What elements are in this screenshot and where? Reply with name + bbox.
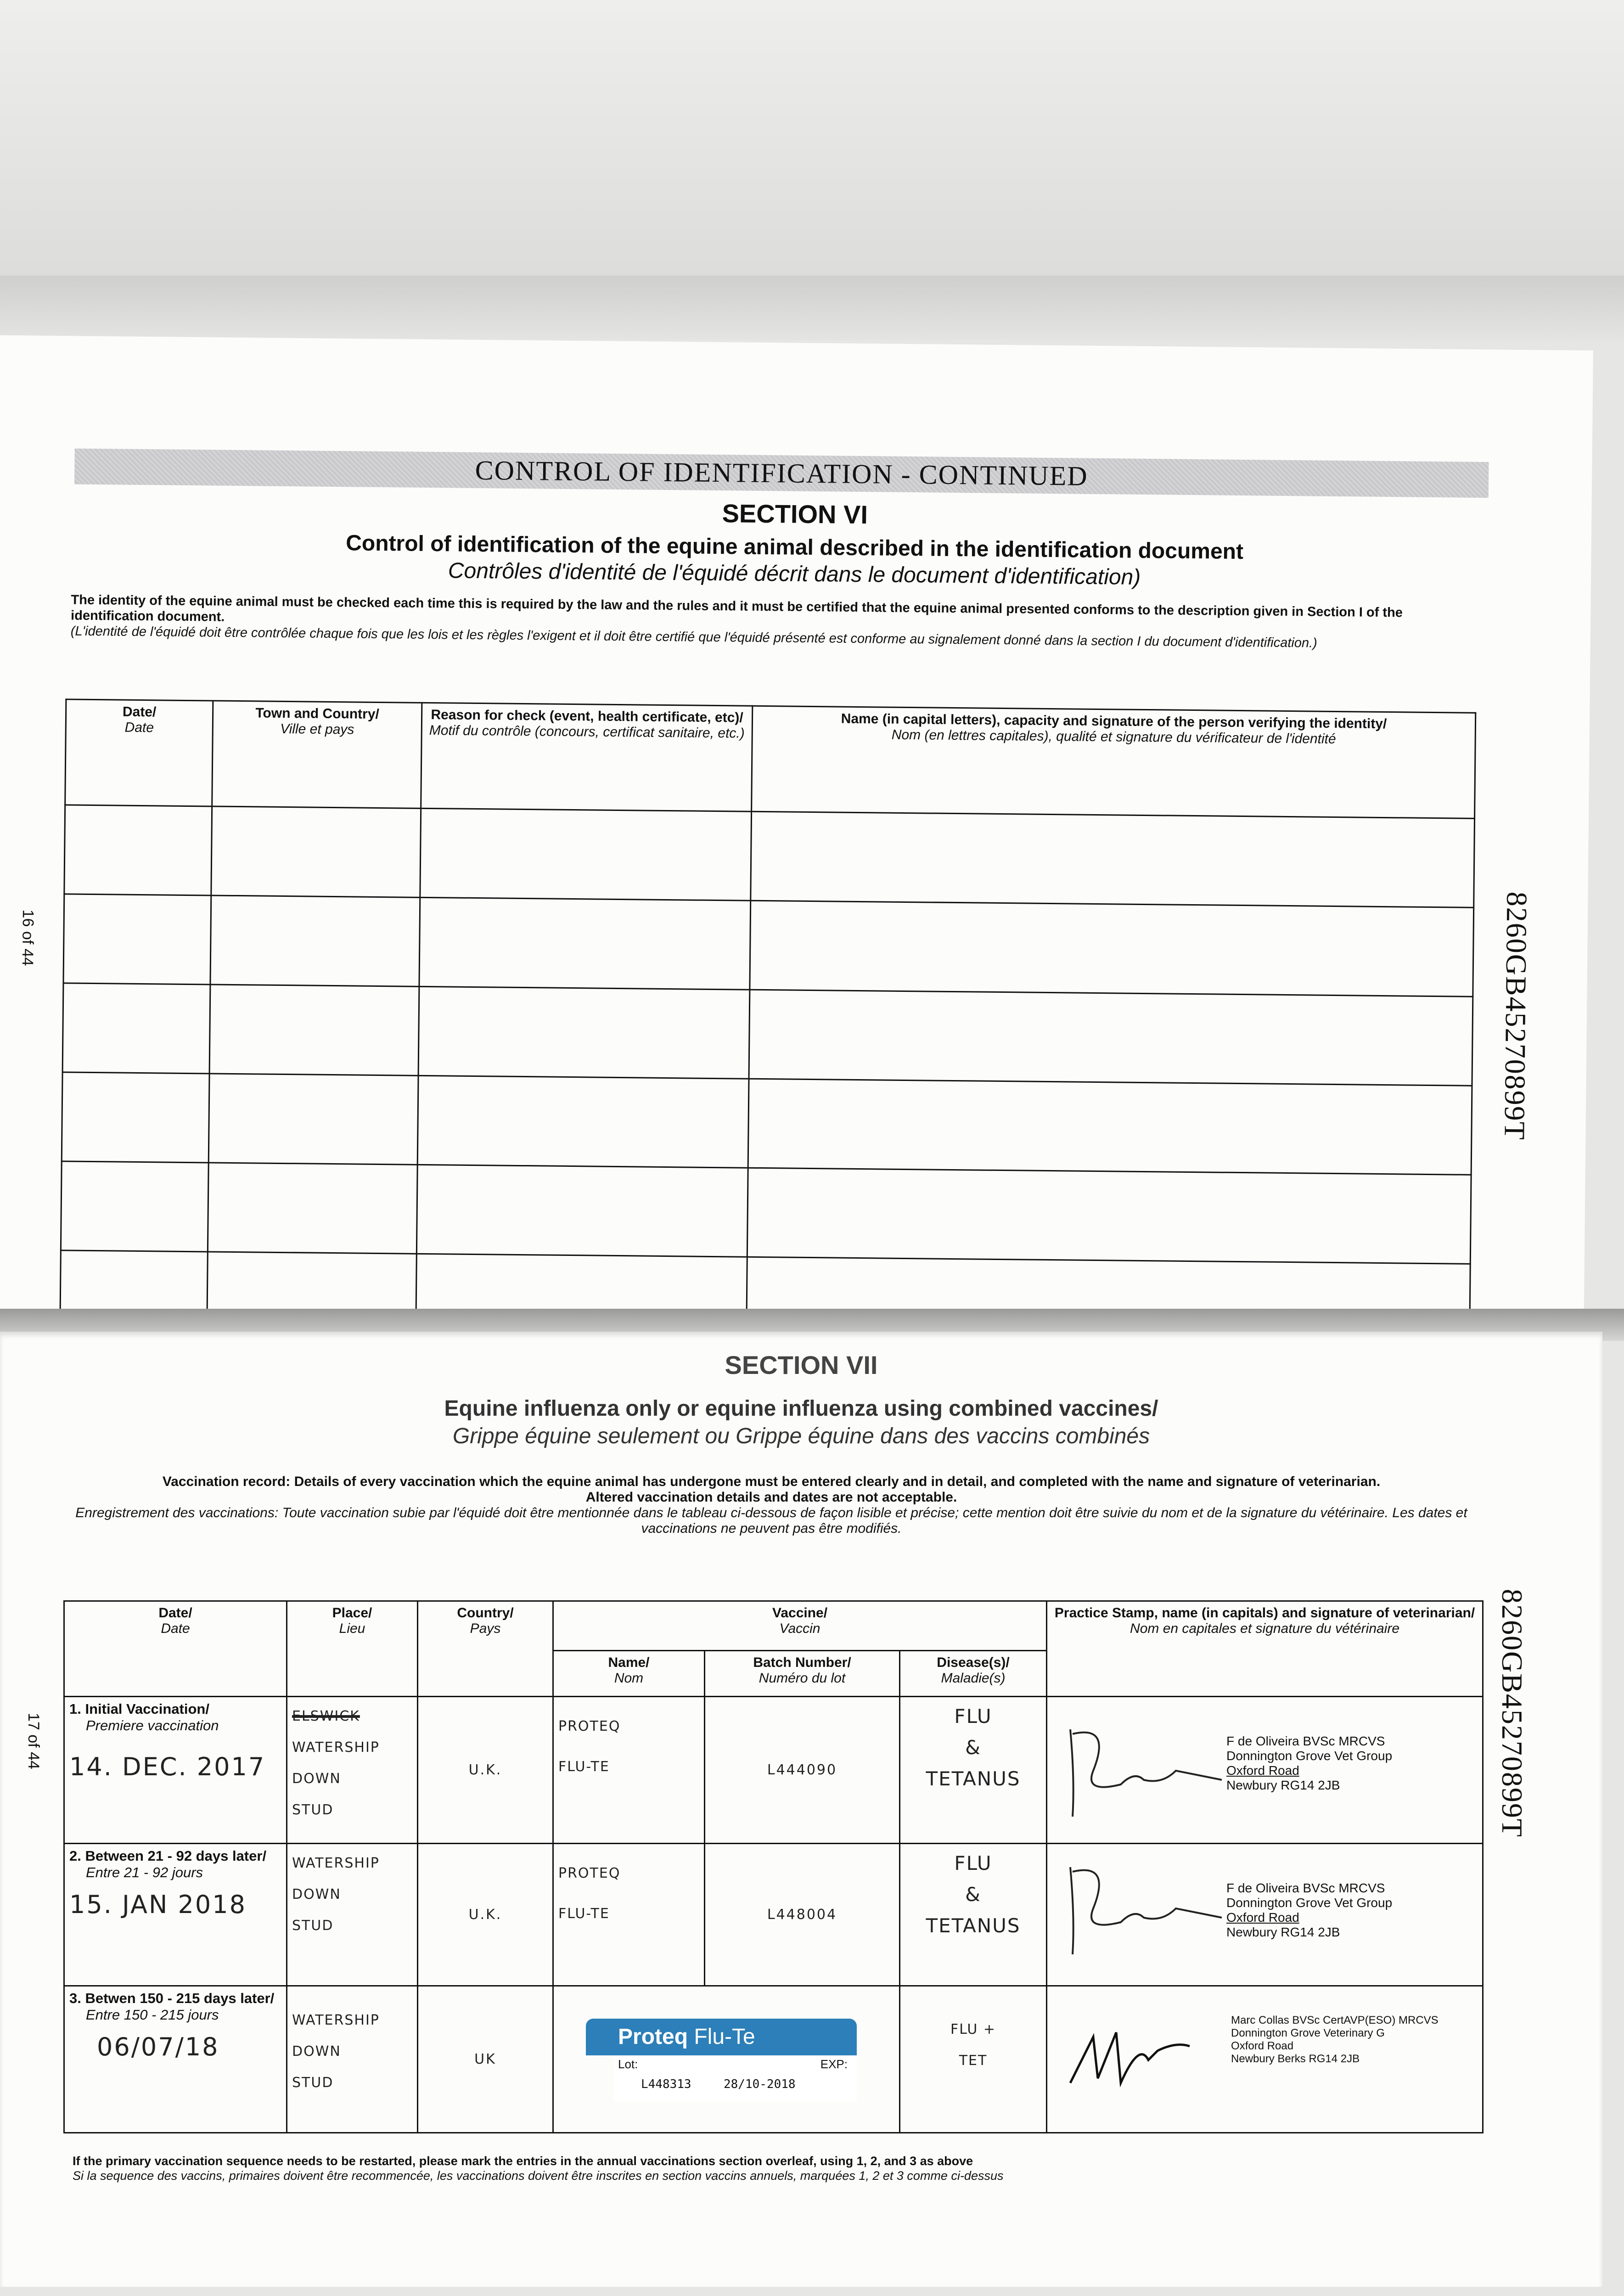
intro-fr: (L'identité de l'équidé doit être contrôlée chaque fois que les lois et les règles l'exigent et il doit être certifié que l'équidé présenté est conforme au signalement donné dans la section I du document d'identification.) xyxy=(70,624,1317,651)
section-title: SECTION VI xyxy=(722,499,868,529)
vaccination-date: 15. JAN 2018 xyxy=(69,1890,247,1919)
table-row xyxy=(63,894,1474,996)
table-row xyxy=(64,1697,1483,1844)
col-country: Country/ Pays xyxy=(418,1601,553,1697)
vet-signature xyxy=(1056,1858,1231,1959)
page-number: 17 of 44 xyxy=(25,1713,42,1769)
section-subtitle-en: Control of identification of the equine animal described in the identification document xyxy=(346,531,1244,564)
vet-signature xyxy=(1056,1716,1231,1826)
row-date-cell: 1. Initial Vaccination/ Premiere vaccination 14. DEC. 2017 xyxy=(64,1697,287,1844)
row-batch-cell: L448004 xyxy=(705,1844,900,1986)
vet-stamp: F de Oliveira BVSc MRCVS Donnington Grove Vet Group Oxford Road Newbury RG14 2JB xyxy=(1226,1881,1393,1939)
vet-stamp: Marc Collas BVSc CertAVP(ESO) MRCVS Donnington Grove Veterinary G Oxford Road Newbury Berks RG14 2JB xyxy=(1231,2014,1439,2065)
sticker-lot: L448313 xyxy=(641,2077,691,2091)
row-vaccine-sticker-cell xyxy=(553,1986,900,2133)
col-date: Date/ Date xyxy=(65,699,213,806)
vaccination-date: 06/07/18 xyxy=(97,2032,219,2061)
col-batch: Batch Number/ Numéro du lot xyxy=(705,1651,900,1697)
id-number: 8260GB45270899T xyxy=(1498,891,1534,1141)
table-header-row xyxy=(65,699,1476,818)
row-place-cell: ELSWICK WATERSHIP DOWN STUD xyxy=(287,1697,418,1844)
table-row xyxy=(61,1161,1471,1264)
vet-stamp: F de Oliveira BVSc MRCVS Donnington Grove Vet Group Oxford Road Newbury RG14 2JB xyxy=(1226,1734,1393,1792)
row-disease-cell: FLU + TET xyxy=(900,1986,1047,2133)
vaccination-date: 14. DEC. 2017 xyxy=(69,1752,266,1781)
row-batch-cell: L444090 xyxy=(705,1697,900,1844)
record-fr: Enregistrement des vaccinations: Toute vaccination subie par l'équidé doit être mentionnée dans le tableau ci-dessous de façon lisible et précise; cette mention doit être suivie du nom et de la signature du vétérinaire. Les dates et vaccinations ne peuvent pas être modifiés. xyxy=(75,1505,1467,1536)
row-disease-cell: FLU & TETANUS xyxy=(900,1844,1047,1986)
plastic-sleeve-edge xyxy=(0,276,1624,340)
col-town-country: Town and Country/ Ville et pays xyxy=(212,701,422,808)
table-header-row xyxy=(64,1601,1483,1651)
row-vaccine-cell: PROTEQ FLU-TE xyxy=(553,1844,705,1986)
row-date-cell: 3. Betwen 150 - 215 days later/ Entre 150 - 215 jours 06/07/18 xyxy=(64,1986,287,2133)
vaccination-record-text xyxy=(69,1474,1474,1536)
col-place: Place/ Lieu xyxy=(287,1601,418,1697)
row-stamp-cell xyxy=(1047,1986,1483,2133)
table-row xyxy=(62,1072,1472,1175)
col-date: Date/ Date xyxy=(64,1601,287,1697)
section-subtitle-fr: Contrôles d'identité de l'équidé décrit dans le document d'identification) xyxy=(448,558,1141,590)
vet-signature xyxy=(1061,2014,1199,2106)
table-row xyxy=(64,805,1475,907)
row-vaccine-cell: PROTEQ FLU-TE xyxy=(553,1697,705,1844)
page-17 xyxy=(0,1332,1602,2287)
row-stamp-cell xyxy=(1047,1697,1483,1844)
col-vaccine: Vaccine/ Vaccin xyxy=(553,1601,1047,1651)
row-country-cell: U.K. xyxy=(418,1844,553,1986)
section-subtitle-en: Equine influenza only or equine influenza using combined vaccines/ xyxy=(444,1396,1158,1421)
row-date-cell: 2. Between 21 - 92 days later/ Entre 21 - 92 jours 15. JAN 2018 xyxy=(64,1844,287,1986)
col-verifier: Name (in capital letters), capacity and signature of the person verifying the identity/ Nom (en lettres capitales), qualité et signature du vérificateur de l'identité xyxy=(752,706,1476,818)
col-vaccine-name: Name/ Nom xyxy=(553,1651,705,1697)
record-en-1: Vaccination record: Details of every vaccination which the equine animal has undergone must be entered clearly and in detail, and completed with the name and signature of veterinarian. xyxy=(162,1474,1381,1489)
col-reason: Reason for check (event, health certificate, etc)/ Motif du contrôle (concours, certificat sanitaire, etc.) xyxy=(421,703,753,811)
row-stamp-cell xyxy=(1047,1844,1483,1986)
table-row xyxy=(64,1986,1483,2133)
record-en-2: Altered vaccination details and dates are not acceptable. xyxy=(585,1490,957,1505)
row-disease-cell: FLU & TETANUS xyxy=(900,1697,1047,1844)
section-title: SECTION VII xyxy=(725,1351,878,1379)
page-16 xyxy=(0,335,1593,1338)
footer-note: If the primary vaccination sequence needs to be restarted, please mark the entries in the annual vaccinations section overleaf, using 1, 2, and 3 as above Si la sequence des vaccins, primaires doivent être recommencée, les vaccinations doivent être inscrites en section vaccins annuels, marquées 1, 2 et 3 comme ci-dessus xyxy=(73,2154,1004,2183)
row-place-cell: WATERSHIP DOWN STUD xyxy=(287,1986,418,2133)
section-subtitle-fr: Grippe équine seulement ou Grippe équine dans des vaccins combinés xyxy=(452,1424,1150,1448)
table-row xyxy=(64,1844,1483,1986)
intro-en: The identity of the equine animal must be checked each time this is required by the law and the rules and it must be certified that the equine animal presented conforms to the description given in Section I of the identification document. xyxy=(70,592,1403,625)
vaccine-sticker: Proteq Flu-Te Lot: EXP: L448313 28/10-2018 xyxy=(586,2019,857,2101)
id-number: 8260GB45270899T xyxy=(1496,1589,1528,1838)
table-row xyxy=(62,983,1473,1086)
sticker-exp: 28/10-2018 xyxy=(724,2077,796,2091)
col-practice-stamp: Practice Stamp, name (in capitals) and signature of veterinarian/ Nom en capitales et signature du vétérinaire xyxy=(1047,1601,1483,1697)
page-banner: CONTROL OF IDENTIFICATION - CONTINUED xyxy=(74,449,1489,498)
page-number: 16 of 44 xyxy=(18,909,37,966)
col-disease: Disease(s)/ Maladie(s) xyxy=(900,1651,1047,1697)
row-place-cell: WATERSHIP DOWN STUD xyxy=(287,1844,418,1986)
vaccination-table xyxy=(63,1600,1484,2133)
intro-text xyxy=(71,592,1458,653)
row-country-cell: U.K. xyxy=(418,1697,553,1844)
row-country-cell: UK xyxy=(418,1986,553,2133)
identification-check-table xyxy=(59,698,1476,1338)
